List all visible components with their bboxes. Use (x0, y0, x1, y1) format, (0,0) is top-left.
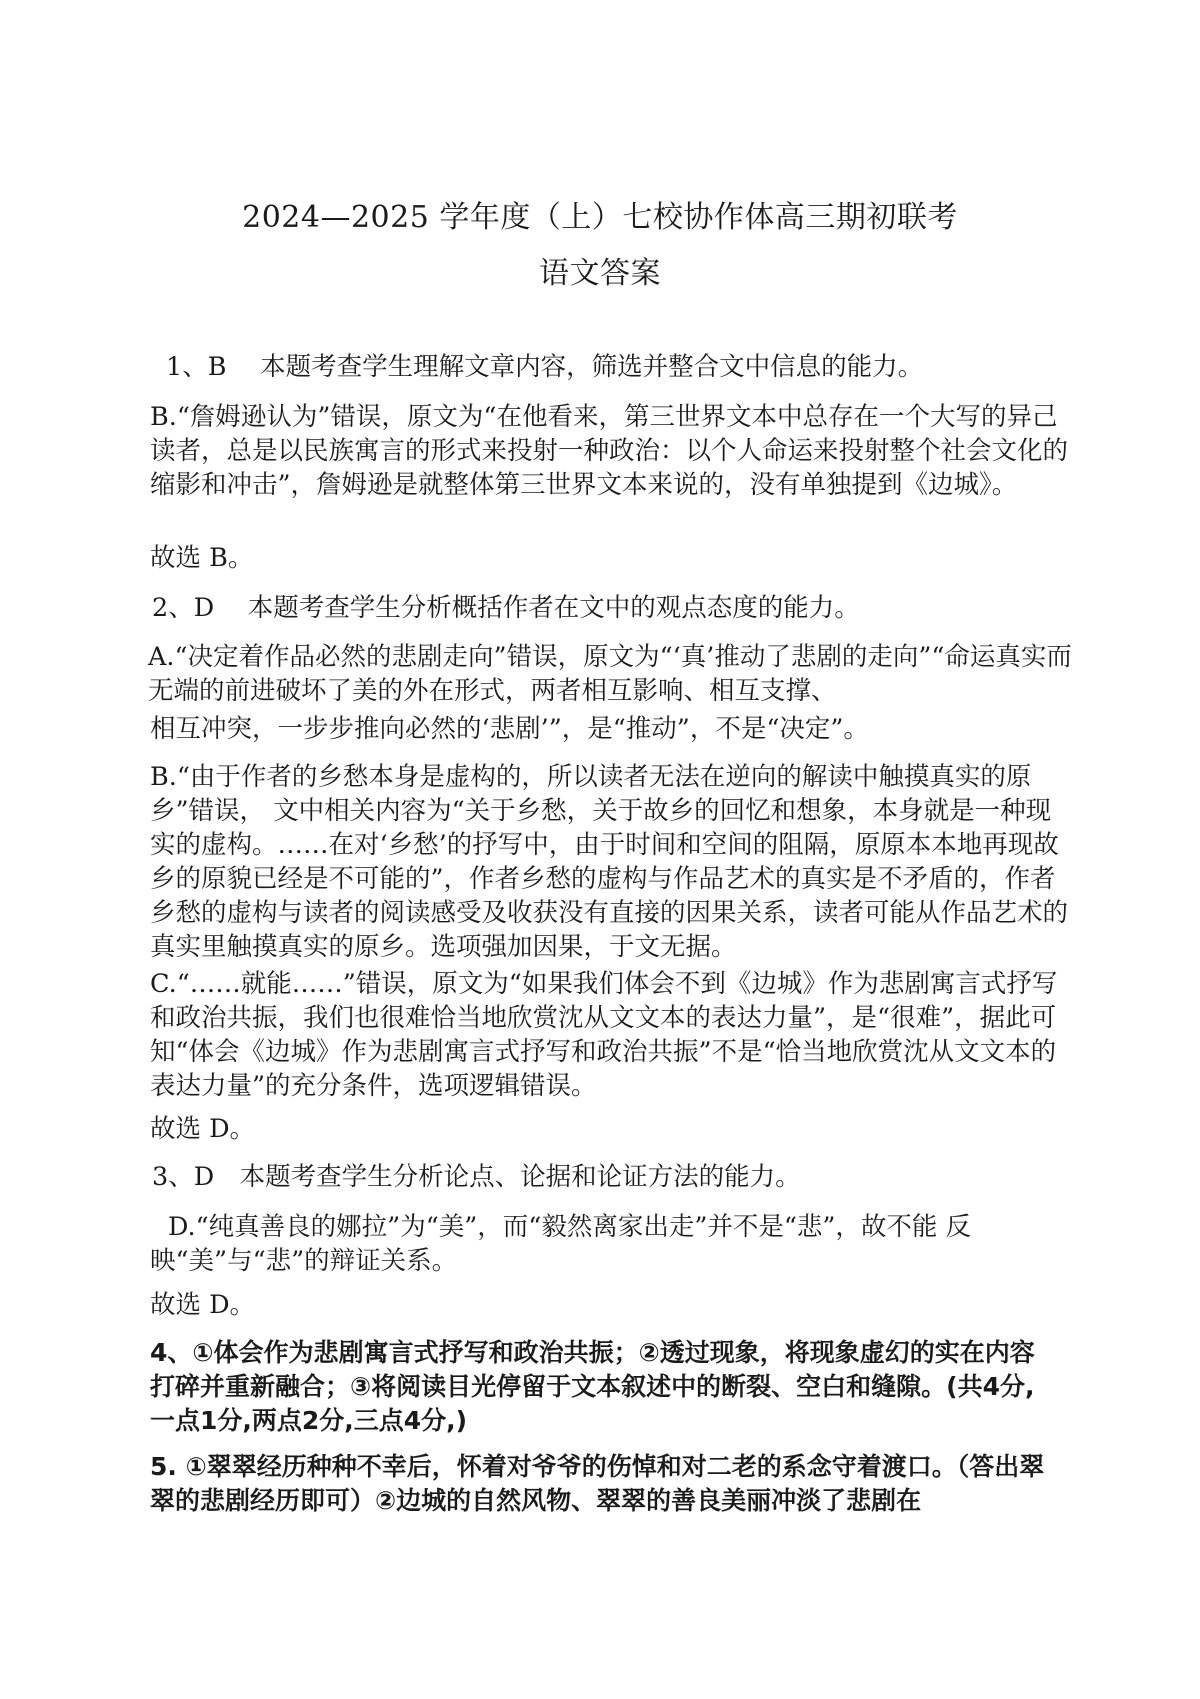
answer-4: 4、①体会作为悲剧寓言式抒写和政治共振；②透过现象，将现象虚幻的实在内容打碎并重新融合；③将阅读目光停留于文本叙述中的断裂、空白和缝隙。(共4分,一点1分,两点2分,三点4分,) (150, 1338, 1035, 1435)
answer-2-option-b: B.“由于作者的乡愁本身是虚构的，所以读者无法在逆向的解读中触摸真实的原乡”错误， 文中相关内容为“关于乡愁，关于故乡的回忆和想象，本身就是一种现实的虚构。……在对‘乡愁’的抒写中，由于时间和空间的阻隔，原原本本地再现故乡的原貌已经是不可能的”，作者乡愁的虚构与作品艺术的真实是不矛盾的，作者乡愁的虚构与读者的阅读感受及收获没有直接的因果关系，读者可能从作品艺术的真实里触摸真实的原乡。选项强加因果，于文无据。 (150, 762, 1069, 962)
document-title: 2024—2025 学年度（上）七校协作体高三期初联考 (242, 200, 958, 235)
answer-2-option-c: C.“……就能……”错误，原文为“如果我们体会不到《边城》作为悲剧寓言式抒写和政治共振，我们也很难恰当地欣赏沈从文文本的表达力量”，是“很难”，据此可知“体会《边城》作为悲剧寓言式抒写和政治共振”不是“恰当地欣赏沈从文文本的表达力量”的充分条件，选项逻辑错误。 (150, 969, 1058, 1101)
answer-2-option-a-cont: 相互冲突，一步步推向必然的‘悲剧’”，是“推动”，不是“决定”。 (150, 714, 869, 744)
answer-5: 5. ①翠翠经历种种不幸后，怀着对爷爷的伤悼和对二老的系念守着渡口。（答出翠翠的悲剧经历即可）②边城的自然风物、翠翠的善良美丽冲淡了悲剧在 (150, 1452, 1045, 1515)
answer-1-conclusion: 故选 B。 (150, 543, 254, 573)
document-subtitle: 语文答案 (539, 256, 661, 291)
answer-1-heading: 1、B 本题考查学生理解文章内容，筛选并整合文中信息的能力。 (166, 352, 924, 382)
answer-3-option-d: D.“纯真善良的娜拉”为“美”，而“毅然离家出走”并不是“悲”，故不能 反映“美”与“悲”的辩证关系。 (150, 1212, 972, 1276)
answer-3-conclusion: 故选 D。 (150, 1290, 256, 1320)
answer-1-explanation: B.“詹姆逊认为”错误，原文为“在他看来，第三世界文本中总存在一个大写的异己读者，总是以民族寓言的形式来投射一种政治：以个人命运来投射整个社会文化的缩影和冲击”，詹姆逊是就整体第三世界文本来说的，没有单独提到《边城》。 (150, 402, 1069, 500)
answer-2-heading: 2、D 本题考查学生分析概括作者在文中的观点态度的能力。 (152, 593, 860, 623)
answer-2-conclusion: 故选 D。 (150, 1114, 256, 1144)
answer-3-heading: 3、D 本题考查学生分析论点、论据和论证方法的能力。 (152, 1162, 801, 1192)
answer-2-option-a: A.“决定着作品必然的悲剧走向”错误，原文为“‘真’推动了悲剧的走向”“命运真实而无端的前进破坏了美的外在形式，两者相互影响、相互支撑、 (148, 642, 1072, 706)
